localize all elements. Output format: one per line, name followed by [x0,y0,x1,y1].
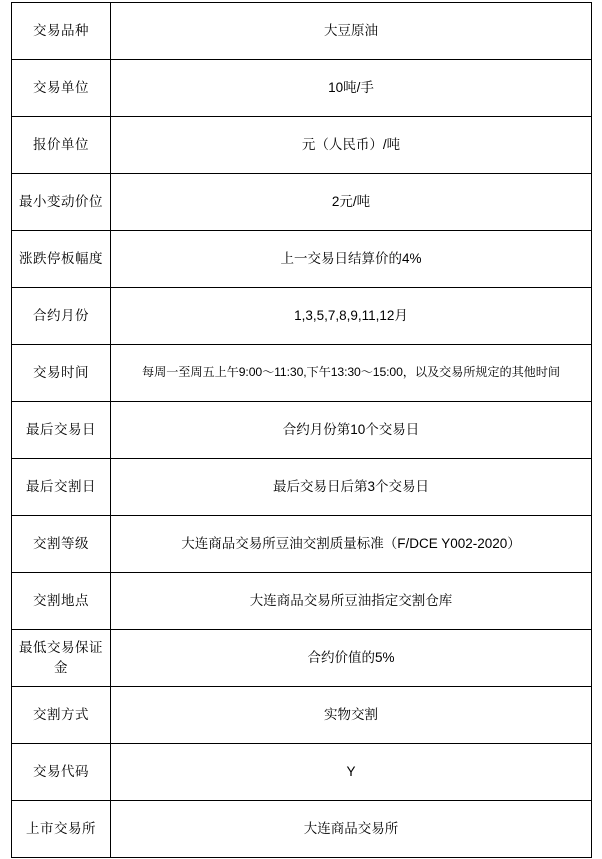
row-label: 交割方式 [12,687,111,744]
row-value: 大豆原油 [111,3,592,60]
table-row [12,345,592,402]
row-label: 合约月份 [12,288,111,345]
table-row [12,630,592,687]
row-label: 最低交易保证金 [12,630,111,687]
table-row [12,744,592,801]
row-value: 大连商品交易所豆油指定交割仓库 [111,573,592,630]
row-label: 交割等级 [12,516,111,573]
row-value: 大连商品交易所豆油交割质量标准（F/DCE Y002-2020） [111,516,592,573]
table-row [12,573,592,630]
table-row [12,402,592,459]
table-row [12,687,592,744]
row-value: 最后交易日后第3个交易日 [111,459,592,516]
row-label: 报价单位 [12,117,111,174]
table-row [12,516,592,573]
table-row [12,801,592,858]
row-value: 2元/吨 [111,174,592,231]
row-label: 交割地点 [12,573,111,630]
row-label: 涨跌停板幅度 [12,231,111,288]
table-row [12,288,592,345]
contract-spec-table [11,2,592,858]
table-row [12,3,592,60]
row-value: 合约月份第10个交易日 [111,402,592,459]
table-row [12,174,592,231]
row-label: 最后交易日 [12,402,111,459]
row-label: 最小变动价位 [12,174,111,231]
row-value: Y [111,744,592,801]
row-label: 交易时间 [12,345,111,402]
row-label: 交易品种 [12,3,111,60]
row-value: 合约价值的5% [111,630,592,687]
table-row [12,60,592,117]
row-value: 元（人民币）/吨 [111,117,592,174]
row-label: 交易代码 [12,744,111,801]
row-value: 每周一至周五上午9:00～11:30,下午13:30～15:00，以及交易所规定的其他时间 [111,345,592,402]
table-row [12,117,592,174]
row-value: 实物交割 [111,687,592,744]
row-value: 1,3,5,7,8,9,11,12月 [111,288,592,345]
table-row [12,459,592,516]
table-row [12,231,592,288]
row-label: 上市交易所 [12,801,111,858]
row-value: 上一交易日结算价的4% [111,231,592,288]
table-body [12,3,592,858]
row-label: 最后交割日 [12,459,111,516]
row-label: 交易单位 [12,60,111,117]
row-value: 大连商品交易所 [111,801,592,858]
row-value: 10吨/手 [111,60,592,117]
